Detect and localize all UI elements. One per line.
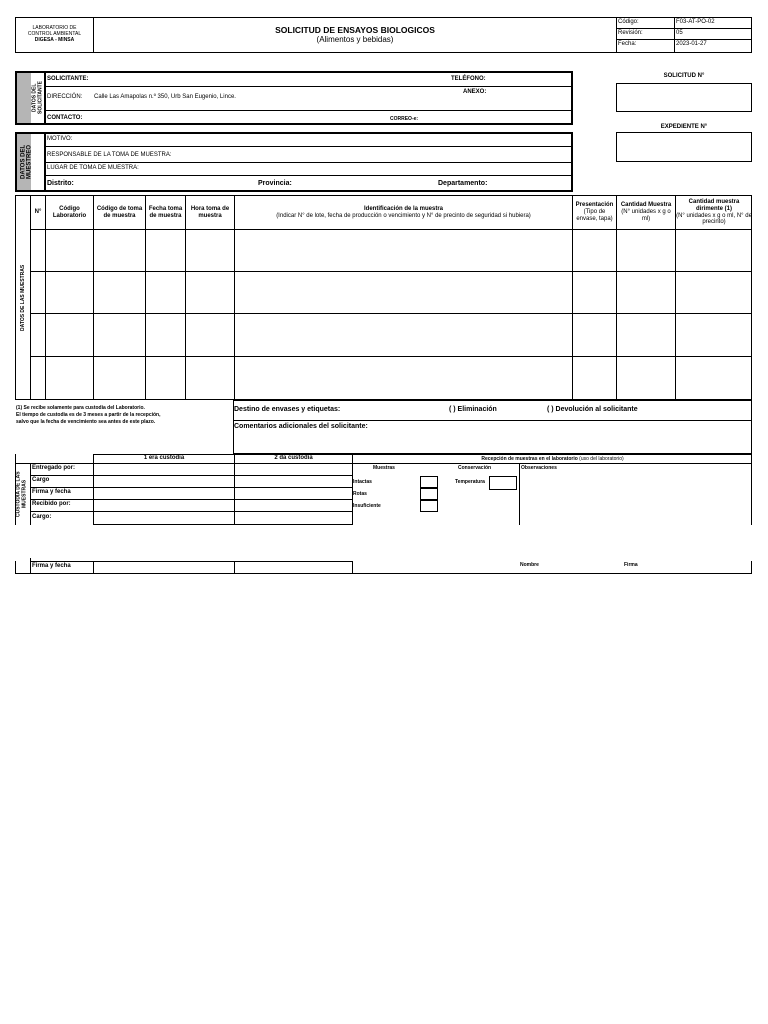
solicitante-label: SOLICITANTE: [47, 76, 89, 82]
col-presentacion [573, 196, 616, 229]
recibido-label: Recibido por: [32, 501, 71, 507]
eliminacion-option[interactable]: ( ) Eliminación [449, 406, 497, 413]
form-subtitle: (Alimentos y bebidas) [316, 35, 394, 45]
rotas-label: Rotas [353, 491, 367, 497]
fecha-value: 2023-01-27 [676, 41, 707, 47]
col-fecha-toma: Fecha toma de muestra [148, 205, 183, 219]
motivo-label: MOTIVO: [47, 136, 73, 142]
intactas-checkbox[interactable] [420, 476, 438, 488]
custodia-section-label: CUSTODIA DE LAS MUESTRAS [15, 471, 28, 517]
col-identificacion [235, 196, 572, 229]
recepcion-sub: (uso del laboratorio) [579, 456, 624, 462]
custodia-note [16, 405, 161, 425]
contacto-label: CONTACTO: [47, 115, 83, 121]
direccion-label: DIRECCIÓN: [47, 94, 83, 100]
firma-2-label: Firma y fecha [32, 563, 71, 569]
org-line-3: DIGESA - MINSA [34, 36, 75, 43]
note-line-1: (1) Se recibe solamente para custodia del Laboratorio. [16, 405, 145, 411]
telefono-label: TELÉFONO: [451, 76, 486, 82]
custodia-footer-row [15, 561, 752, 574]
provincia-label: Provincia: [258, 180, 292, 187]
muestras-label: Muestras [373, 465, 395, 471]
temperatura-label: Temperatura [455, 479, 485, 485]
expediente-label: EXPEDIENTE N° [660, 124, 708, 130]
codigo-label: Código: [618, 19, 639, 25]
firma-label: Firma [624, 562, 638, 568]
insuficiente-checkbox[interactable] [420, 500, 438, 512]
conservacion-label: Conservación [458, 465, 492, 471]
col-cantidad [617, 196, 675, 229]
devolucion-option[interactable]: ( ) Devolución al solicitante [547, 406, 638, 413]
col-dirimente-sub: (N° unidades x g o ml, N° de precinto) [676, 212, 752, 226]
temperatura-field[interactable] [489, 476, 517, 490]
org-line-1: LABORATORIO DE [32, 25, 77, 32]
correo-label: CORREO-e: [390, 116, 419, 122]
destino-label: Destino de envases y etiquetas: [234, 406, 341, 413]
insuficiente-label: Insuficiente [353, 503, 381, 509]
form-title: SOLICITUD DE ENSAYOS BIOLOGICOS [275, 24, 435, 35]
recepcion-header [353, 456, 752, 462]
col-identificacion-title: Identificación de la muestra [363, 205, 444, 212]
revision-value: 05 [676, 30, 683, 36]
col-hora-toma: Hora toma de muestra [190, 205, 230, 219]
col-cantidad-title: Cantidad Muestra [620, 202, 672, 209]
cargo-1-label: Cargo [32, 477, 50, 483]
fecha-label: Fecha: [618, 41, 637, 47]
nombre-label: Nombre [520, 562, 539, 568]
col-dirimente [676, 196, 752, 229]
cargo-2-label: Cargo: [32, 514, 52, 520]
note-line-2: El tiempo de custodia es de 3 meses a partir de la recepción, [16, 411, 161, 418]
col-codigo-toma: Código de toma de muestra [96, 205, 143, 219]
revision-label: Revisión: [618, 30, 643, 36]
expediente-number-field[interactable] [616, 132, 752, 162]
entregado-label: Entregado por: [32, 465, 75, 471]
col-codigo-laboratorio: Código Laboratorio [52, 205, 87, 219]
solicitante-section-label: DATOS DEL SOLICITANTE [31, 81, 44, 115]
firma-1-label: Firma y fecha [32, 489, 71, 495]
rotas-checkbox[interactable] [420, 488, 438, 500]
primera-custodia-header: 1 era custodia [143, 455, 185, 461]
col-cantidad-sub: (N° unidades x g o ml) [621, 209, 671, 222]
col-dirimente-title: Cantidad muestra dirimente (1) [688, 198, 740, 212]
responsable-label: RESPONSABLE DE LA TOMA DE MUESTRA: [47, 152, 172, 158]
recepcion-title: Recepción de muestras en el laboratorio [481, 456, 578, 462]
anexo-label: ANEXO: [463, 89, 487, 95]
note-line-3: salvo que la fecha de vencimiento sea antes de este plazo. [16, 418, 156, 425]
segunda-custodia-header: 2 da custodia [274, 455, 313, 461]
intactas-label: Intactas [353, 479, 372, 485]
direccion-value[interactable]: Calle Las Amapolas n.º 350, Urb San Eugenio, Lince. [94, 94, 236, 100]
col-n: N° [34, 209, 42, 216]
departamento-label: Departamento: [438, 180, 488, 187]
distrito-label: Distrito: [47, 180, 74, 187]
observaciones-label: Observaciones [521, 465, 557, 471]
muestras-section-label: DATOS DE LAS MUESTRAS [20, 264, 26, 331]
comentarios-label: Comentarios adicionales del solicitante: [234, 423, 368, 430]
col-identificacion-sub: (Indicar N° de lote, fecha de producción o vencimiento y N° de precinto de seguridad si hubiera) [276, 212, 531, 219]
org-name [16, 18, 93, 52]
codigo-value: F03-AT-PO-02 [676, 19, 715, 25]
col-presentacion-sub: (Tipo de envase, tapa) [576, 209, 613, 222]
muestreo-section-label: DATOS DEL MUESTREO [20, 144, 33, 180]
solicitud-label: SOLICITUD N° [663, 73, 705, 79]
org-line-2: CONTROL AMBIENTAL [27, 31, 82, 38]
lugar-label: LUGAR DE TOMA DE MUESTRA: [47, 165, 139, 171]
solicitud-number-field[interactable] [616, 83, 752, 112]
form-title-block [94, 18, 616, 52]
col-presentacion-title: Presentación [575, 202, 614, 209]
